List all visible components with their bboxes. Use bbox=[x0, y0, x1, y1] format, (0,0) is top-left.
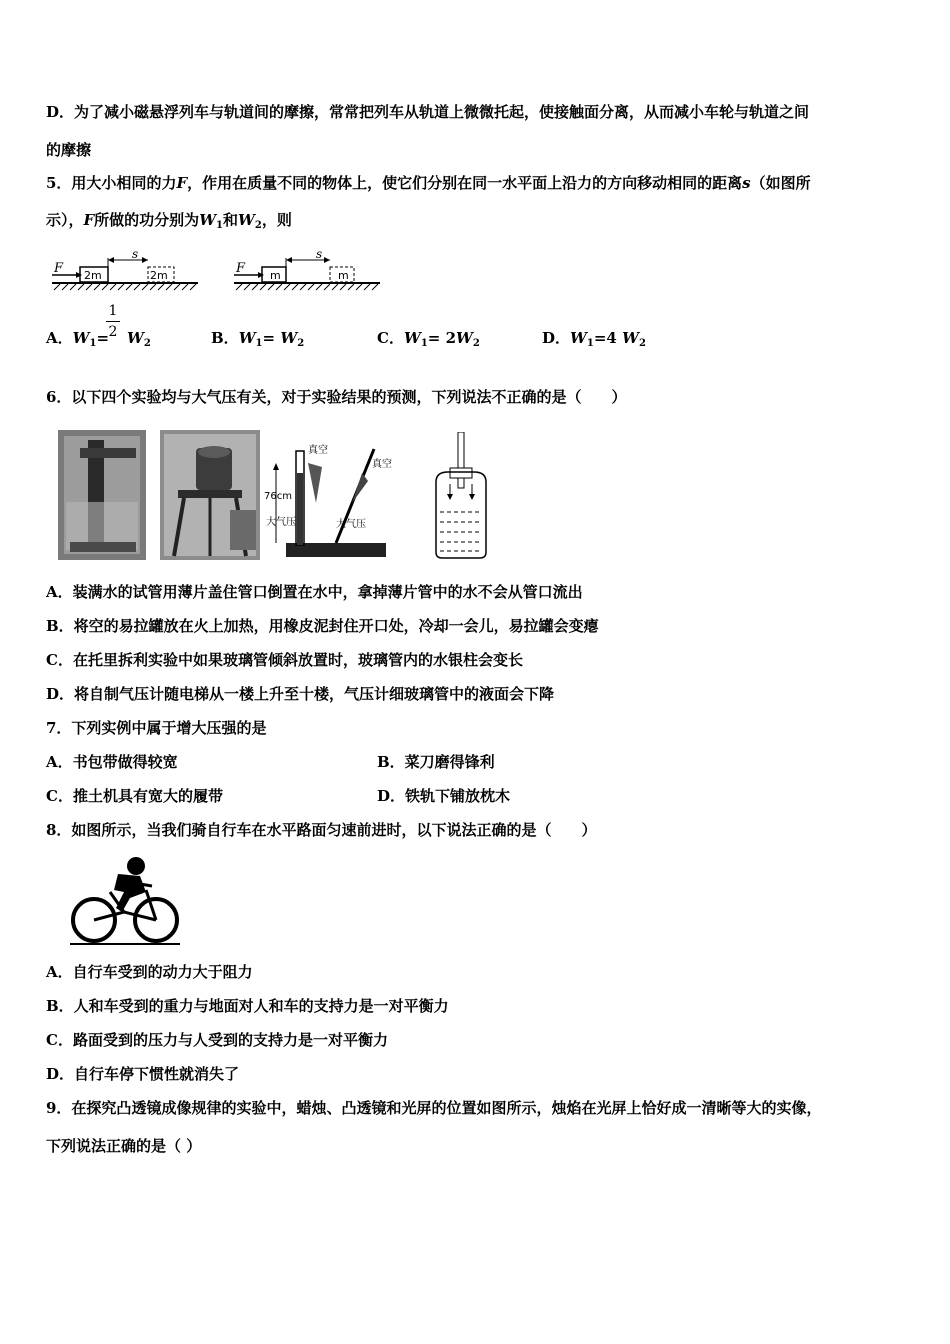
q8-option-a[interactable]: A．自行车受到的动力大于阻力 bbox=[46, 963, 253, 981]
q4-option-d-line1: D．为了减小磁悬浮列车与轨道间的摩擦，常常把列车从轨道上微微托起，使接触面分离，从而减小车轮与轨道之间 bbox=[46, 103, 810, 121]
q6-option-a[interactable]: A．装满水的试管用薄片盖住管口倒置在水中，拿掉薄片管中的水不会从管口流出 bbox=[46, 583, 583, 601]
q5-option-d[interactable]: D．$W_1=4$ $W_2$ bbox=[542, 329, 646, 349]
svg-text:s: s bbox=[132, 248, 139, 261]
svg-text:真空: 真空 bbox=[308, 445, 328, 456]
q6-torricelli-diagram bbox=[264, 433, 406, 561]
q5-figure-right bbox=[232, 248, 382, 298]
q7-option-a[interactable]: A．书包带做得较宽 bbox=[46, 753, 178, 771]
svg-text:m: m bbox=[270, 269, 281, 282]
svg-text:F: F bbox=[236, 261, 246, 276]
q5-option-c[interactable]: C．$W_1= 2W_2$ bbox=[377, 329, 480, 349]
q7-option-c[interactable]: C．推土机具有宽大的履带 bbox=[46, 787, 223, 805]
q8-option-d[interactable]: D．自行车停下惯性就消失了 bbox=[46, 1065, 240, 1083]
q6-stem: 6．以下四个实验均与大气压有关，对于实验结果的预测，下列说法不正确的是（ ） bbox=[46, 388, 627, 406]
q6-photo-can-heating bbox=[160, 430, 260, 560]
q6-barometer-bottle bbox=[426, 432, 498, 560]
q5-stem-line2: 示），F所做的功分别为$W_1$和$W_2$，则 bbox=[46, 211, 292, 231]
svg-text:大气压: 大气压 bbox=[266, 517, 296, 528]
q5-option-a-fraction: 1 2 bbox=[106, 304, 120, 339]
svg-text:真空: 真空 bbox=[372, 459, 392, 470]
q5-option-a[interactable]: A．$W_1= W_2$ bbox=[46, 329, 151, 349]
q6-option-d[interactable]: D．将自制气压计随电梯从一楼上升至十楼，气压计细玻璃管中的液面会下降 bbox=[46, 685, 555, 703]
svg-text:F: F bbox=[54, 261, 64, 276]
q9-stem-line2: 下列说法正确的是（ ） bbox=[46, 1137, 202, 1155]
q5-figure-left bbox=[50, 248, 200, 298]
q6-photo-test-tube bbox=[58, 430, 146, 560]
svg-text:2m: 2m bbox=[84, 269, 102, 282]
svg-text:大气压: 大气压 bbox=[336, 519, 366, 530]
svg-text:2m: 2m bbox=[150, 269, 168, 282]
svg-text:76cm: 76cm bbox=[264, 491, 292, 502]
q7-option-d[interactable]: D．铁轨下铺放枕木 bbox=[377, 787, 511, 805]
q8-stem: 8．如图所示，当我们骑自行车在水平路面匀速前进时，以下说法正确的是（ ） bbox=[46, 821, 597, 839]
q6-option-b[interactable]: B．将空的易拉罐放在火上加热，用橡皮泥封住开口处，冷却一会儿，易拉罐会变瘪 bbox=[46, 617, 599, 635]
q8-cyclist-figure bbox=[66, 852, 184, 948]
q7-stem: 7．下列实例中属于增大压强的是 bbox=[46, 719, 267, 737]
q8-option-b[interactable]: B．人和车受到的重力与地面对人和车的支持力是一对平衡力 bbox=[46, 997, 449, 1015]
q4-option-d-line2: 的摩擦 bbox=[46, 141, 92, 159]
q7-option-b[interactable]: B．菜刀磨得锋利 bbox=[377, 753, 495, 771]
q5-stem-line1: 5．用大小相同的力F，作用在质量不同的物体上，使它们分别在同一水平面上沿力的方向移动相同的距离s（如图所 bbox=[46, 174, 811, 192]
q9-stem-line1: 9．在探究凸透镜成像规律的实验中，蜡烛、凸透镜和光屏的位置如图所示，烛焰在光屏上恰好成一清晰等大的实像， bbox=[46, 1099, 822, 1117]
q6-option-c[interactable]: C．在托里拆利实验中如果玻璃管倾斜放置时，玻璃管内的水银柱会变长 bbox=[46, 651, 523, 669]
svg-text:m: m bbox=[338, 269, 349, 282]
q8-option-c[interactable]: C．路面受到的压力与人受到的支持力是一对平衡力 bbox=[46, 1031, 388, 1049]
svg-text:s: s bbox=[316, 248, 323, 261]
q5-option-b[interactable]: B．$W_1= W_2$ bbox=[211, 329, 305, 349]
